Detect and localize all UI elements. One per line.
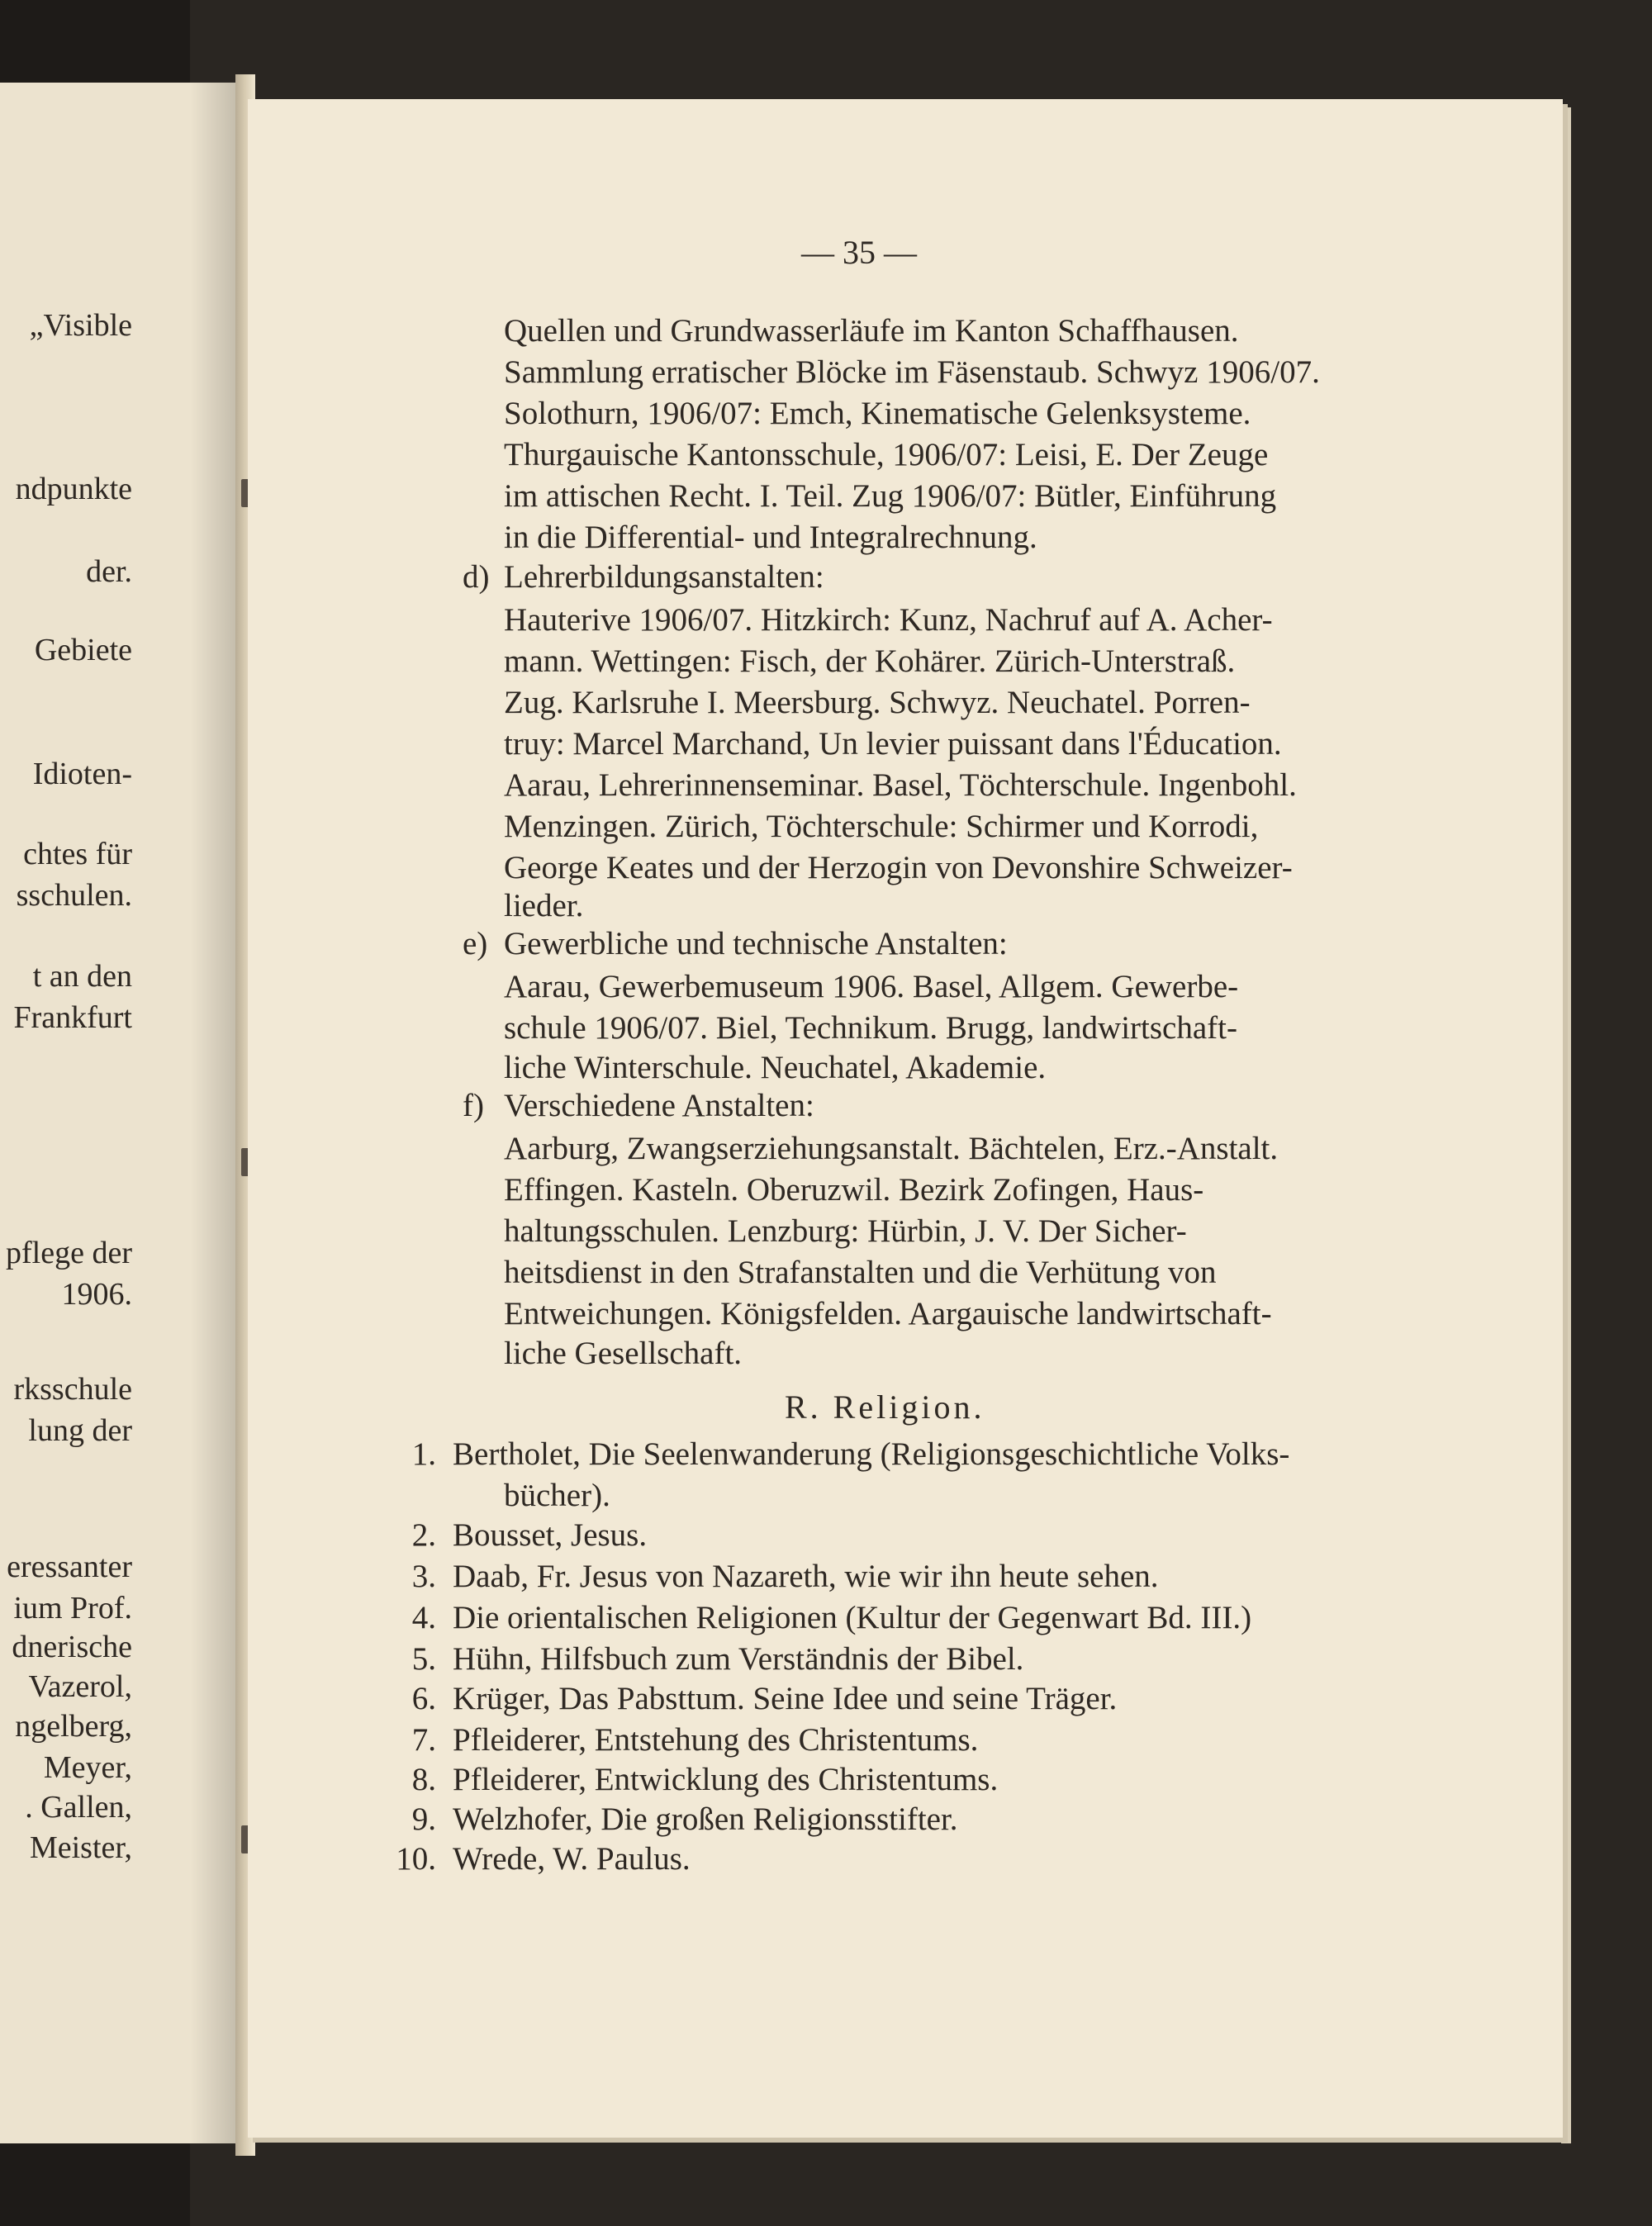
section-title: Lehrerbildungsanstalten: bbox=[504, 559, 824, 595]
text-line: Effingen. Kasteln. Oberuzwil. Bezirk Zofingen, Haus- bbox=[504, 1172, 1204, 1208]
left-fragment: ngelberg, bbox=[15, 1709, 132, 1744]
left-fragment: der. bbox=[86, 554, 132, 589]
text-line: heitsdienst in den Strafanstalten und die Verhütung von bbox=[504, 1255, 1217, 1290]
text-line: Sammlung erratischer Blöcke im Fäsenstaub. Schwyz 1906/07. bbox=[504, 354, 1320, 390]
text-line: in die Differential- und Integralrechnung. bbox=[504, 520, 1037, 555]
list-number: 7. bbox=[411, 1722, 436, 1758]
list-item: Welzhofer, Die großen Religionsstifter. bbox=[453, 1801, 958, 1837]
left-fragment: Frankfurt bbox=[13, 1000, 132, 1035]
list-number: 3. bbox=[411, 1559, 436, 1594]
left-fragment: ium Prof. bbox=[13, 1591, 132, 1626]
left-fragment: Meyer, bbox=[43, 1750, 132, 1785]
text-line: Aarburg, Zwangserziehungsanstalt. Bächtelen, Erz.-Anstalt. bbox=[504, 1131, 1279, 1166]
left-fragment: pflege der bbox=[6, 1236, 132, 1270]
left-fragment: Gebiete bbox=[34, 633, 132, 667]
list-number: 1. bbox=[411, 1436, 436, 1472]
text-line: Solothurn, 1906/07: Emch, Kinematische Gelenksysteme. bbox=[504, 396, 1251, 431]
list-item: Krüger, Das Pabsttum. Seine Idee und seine Träger. bbox=[453, 1681, 1118, 1716]
list-number: 9. bbox=[411, 1801, 436, 1837]
list-number: 5. bbox=[411, 1641, 436, 1677]
left-fragment: Vazerol, bbox=[28, 1669, 132, 1704]
text-line: liche Winterschule. Neuchatel, Akademie. bbox=[504, 1050, 1047, 1085]
text-line: Entweichungen. Königsfelden. Aargauische landwirtschaft- bbox=[504, 1296, 1272, 1331]
list-item: Hühn, Hilfsbuch zum Verständnis der Bibel. bbox=[453, 1641, 1024, 1677]
left-fragment: Idioten- bbox=[32, 757, 132, 791]
text-line: Hauterive 1906/07. Hitzkirch: Kunz, Nachruf auf A. Acher- bbox=[504, 602, 1273, 638]
list-number: 6. bbox=[411, 1681, 436, 1716]
left-fragment: lung der bbox=[28, 1413, 132, 1448]
left-fragment: rksschule bbox=[13, 1372, 132, 1407]
text-line: im attischen Recht. I. Teil. Zug 1906/07: Bütler, Einführung bbox=[504, 478, 1277, 514]
text-line: Aarau, Gewerbemuseum 1906. Basel, Allgem. Gewerbe- bbox=[504, 969, 1239, 1004]
left-page-shadow bbox=[190, 83, 240, 2143]
text-line: liche Gesellschaft. bbox=[504, 1336, 743, 1371]
text-line: Quellen und Grundwasserläufe im Kanton Schaffhausen. bbox=[504, 313, 1239, 349]
list-number: 2. bbox=[411, 1517, 436, 1553]
page-number: — 35 — bbox=[801, 234, 917, 271]
left-fragment: „Visible bbox=[29, 308, 132, 343]
text-line: schule 1906/07. Biel, Technikum. Brugg, landwirtschaft- bbox=[504, 1010, 1237, 1046]
text-line: truy: Marcel Marchand, Un levier puissant dans l'Éducation. bbox=[504, 726, 1282, 762]
section-title: Verschiedene Anstalten: bbox=[504, 1088, 814, 1123]
list-number: 8. bbox=[411, 1762, 436, 1797]
text-line: Thurgauische Kantonsschule, 1906/07: Leisi, E. Der Zeuge bbox=[504, 437, 1269, 472]
left-fragment: chtes für bbox=[23, 837, 132, 871]
text-line: mann. Wettingen: Fisch, der Kohärer. Zürich-Unterstraß. bbox=[504, 643, 1236, 679]
list-item: Bertholet, Die Seelenwanderung (Religionsgeschichtliche Volks- bbox=[453, 1436, 1290, 1472]
section-title: Gewerbliche und technische Anstalten: bbox=[504, 926, 1008, 961]
list-item: Daab, Fr. Jesus von Nazareth, wie wir ihn heute sehen. bbox=[453, 1559, 1159, 1594]
section-heading: R. Religion. bbox=[785, 1388, 985, 1426]
text-line: Aarau, Lehrerinnenseminar. Basel, Töchterschule. Ingenbohl. bbox=[504, 767, 1297, 803]
list-item: Pfleiderer, Entstehung des Christentums. bbox=[453, 1722, 979, 1758]
section-label: f) bbox=[463, 1088, 484, 1123]
list-item-continuation: bücher). bbox=[504, 1478, 610, 1513]
left-fragment: . Gallen, bbox=[25, 1790, 132, 1825]
list-number: 4. bbox=[411, 1600, 436, 1635]
text-line: George Keates und der Herzogin von Devonshire Schweizer- bbox=[504, 850, 1293, 885]
list-item: Die orientalischen Religionen (Kultur der Gegenwart Bd. III.) bbox=[453, 1600, 1252, 1635]
left-fragment: ndpunkte bbox=[15, 472, 132, 506]
left-fragment: sschulen. bbox=[16, 878, 132, 913]
list-number: 10. bbox=[396, 1841, 436, 1877]
text-line: lieder. bbox=[504, 888, 584, 923]
list-item: Wrede, W. Paulus. bbox=[453, 1841, 691, 1877]
left-fragment: 1906. bbox=[61, 1277, 132, 1312]
list-item: Pfleiderer, Entwicklung des Christentums. bbox=[453, 1762, 999, 1797]
left-fragment: eressanter bbox=[7, 1550, 132, 1584]
left-fragment: dnerische bbox=[12, 1630, 132, 1664]
text-line: Menzingen. Zürich, Töchterschule: Schirmer und Korrodi, bbox=[504, 809, 1259, 844]
list-item: Bousset, Jesus. bbox=[453, 1517, 648, 1553]
left-fragment: t an den bbox=[32, 959, 132, 994]
left-fragment: Meister, bbox=[29, 1830, 132, 1865]
section-label: e) bbox=[463, 926, 488, 961]
text-line: haltungsschulen. Lenzburg: Hürbin, J. V. Der Sicher- bbox=[504, 1213, 1187, 1249]
section-label: d) bbox=[463, 559, 490, 595]
text-line: Zug. Karlsruhe I. Meersburg. Schwyz. Neuchatel. Porren- bbox=[504, 685, 1251, 720]
